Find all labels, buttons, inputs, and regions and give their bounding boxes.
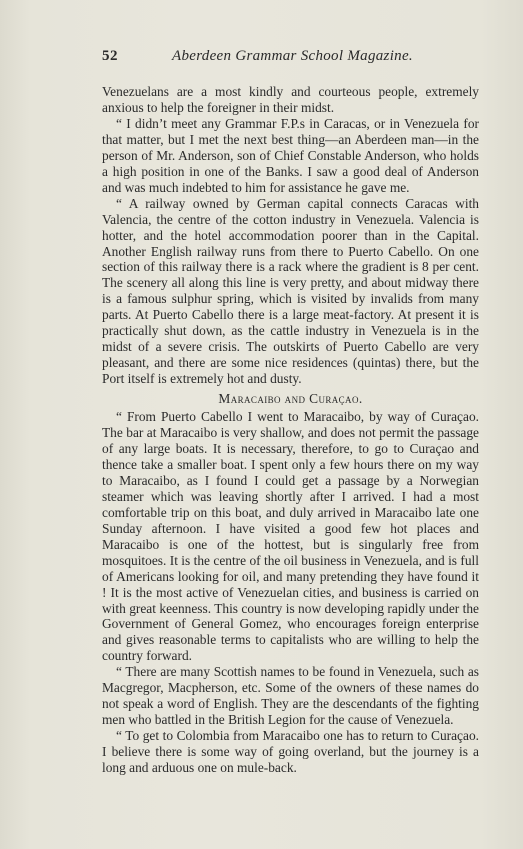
journal-title: Aberdeen Grammar School Magazine.	[172, 48, 413, 64]
paragraph: “ To get to Colombia from Maracaibo one has to return to Curaçao. I believe there is some way of going overland, but the journey is a long and arduous one on mule-back.	[102, 728, 479, 776]
paragraph: “ A railway owned by German capital connects Caracas with Valencia, the centre of the cotton industry in Venezuela. Valencia is hotter, and the hotel accommodation poorer than in the Capital. Another English railway runs from there to Puerto Cabello. On one section of this railway there is a rack where the gradient is 8 per cent. The scenery all along this line is very pretty, and about midway there is a famous sulphur spring, which is visited by invalids from many parts. At Puerto Cabello there is a large meat-factory. At present it is practically shut down, as the cattle industry in Venezuela is in the midst of a severe crisis. The outskirts of Puerto Cabello are very pleasant, and there are some nice residences (quintas) there, but the Port itself is extremely hot and dusty.	[102, 195, 479, 387]
paragraph: “ There are many Scottish names to be found in Venezuela, such as Macgregor, Macpherson, etc. Some of the owners of these names do not speak a word of English. They are the descendants of the fighting men who battled in the British Legion for the cause of Venezuela.	[102, 664, 479, 728]
section-heading: Maracaibo and Curaçao.	[218, 391, 363, 407]
running-header	[102, 48, 479, 74]
paragraph: “ From Puerto Cabello I went to Maracaibo, by way of Curaçao. The bar at Maracaibo is very shallow, and does not permit the passage of any large boats. It is necessary, therefore, to go to Curaçao and thence take a smaller boat. I spent only a few hours there on my way to Maracaibo, as I found I could get a passage by a Norwegian steamer which was leaving shortly after I arrived. I had a most comfortable trip on this boat, and duly arrived in Maracaibo late one Sunday afternoon. I have visited a good few hot places and Maracaibo is one of the hottest, but is singularly free from mosquitoes. It is the centre of the oil business in Venezuela, and is full of Americans looking for oil, and many pretending they have found it ! It is the most active of Venezuelan cities, and business is carried on with great keenness. This country is now developing rapidly under the Government of General Gomez, who encourages foreign enterprise and gives reasonable terms to capitalists who are willing to help the country forward.	[102, 409, 479, 664]
article-body	[102, 84, 479, 776]
paragraph: Venezuelans are a most kindly and courteous people, extremely anxious to help the foreigner in their midst.	[102, 84, 479, 115]
paragraph: “ I didn’t meet any Grammar F.P.s in Caracas, or in Venezuela for that matter, but I met the next best thing—an Aberdeen man—in the person of Mr. Anderson, son of Chief Constable Anderson, who holds a high position in one of the Banks. I saw a good deal of Anderson and was much indebted to him for assistance he gave me.	[102, 115, 479, 195]
page-number: 52	[102, 48, 118, 64]
